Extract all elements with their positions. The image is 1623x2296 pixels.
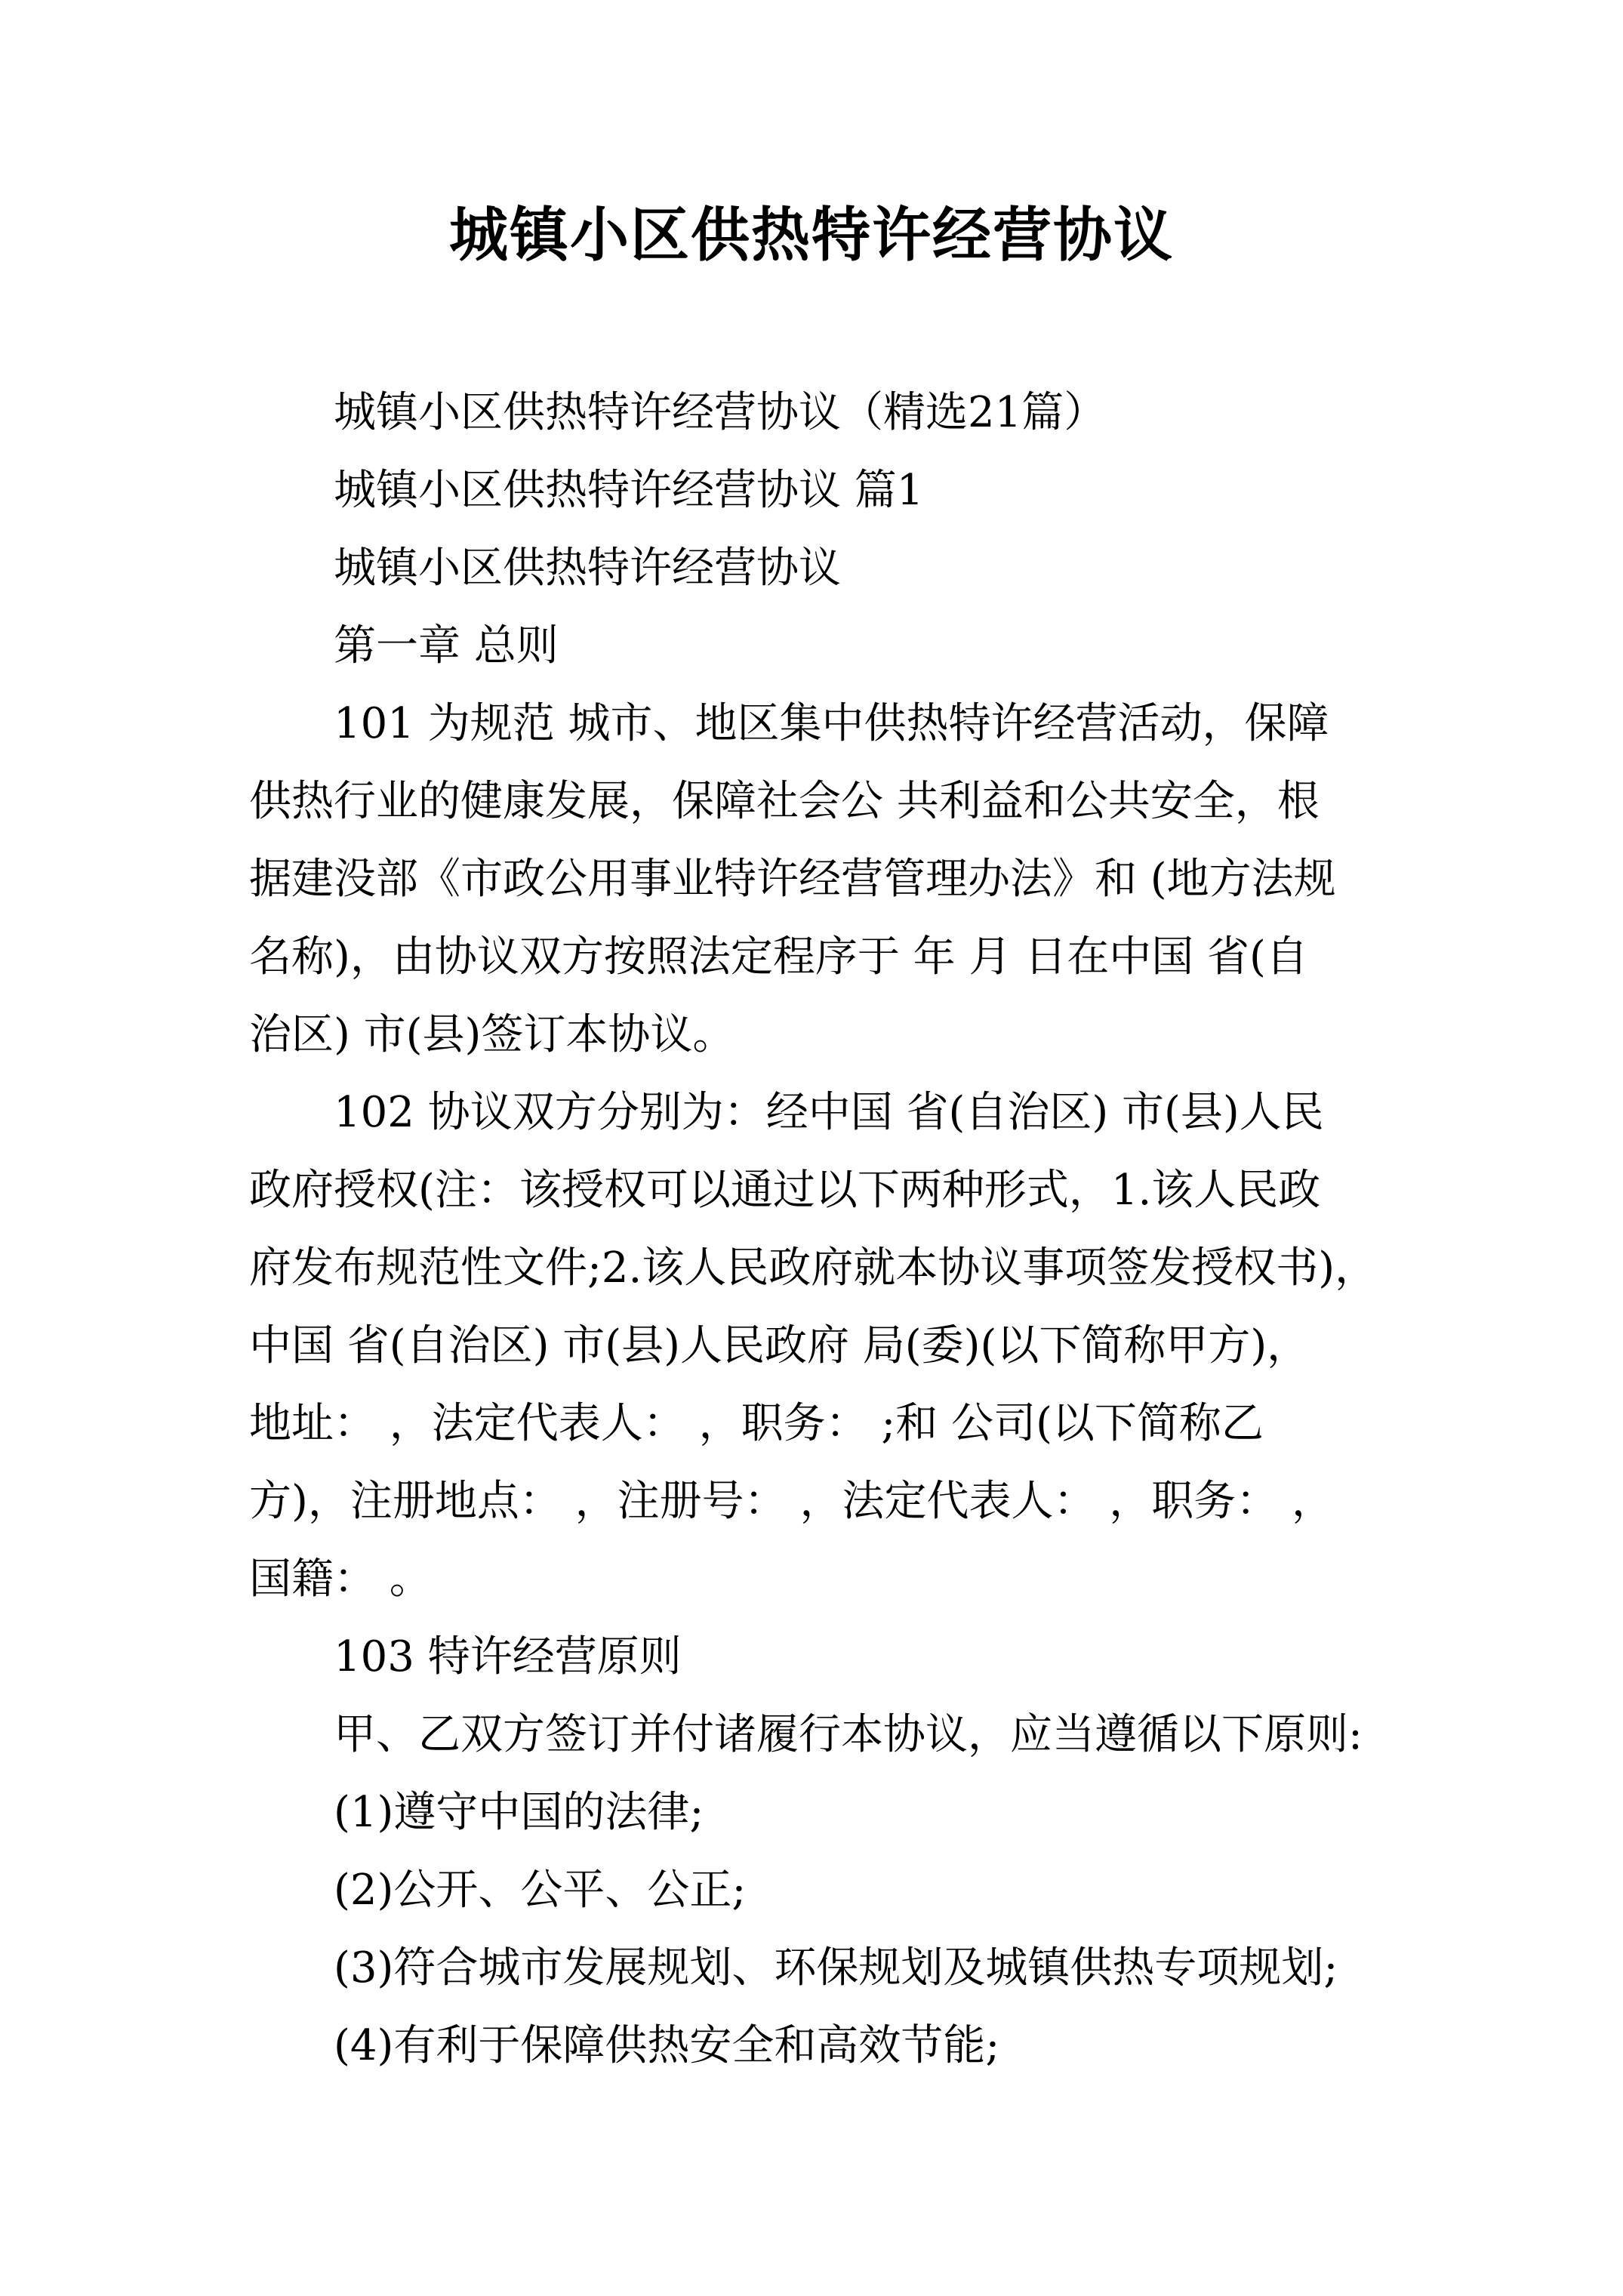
list-item: (4)有利于保障供热安全和高效节能; [334, 2021, 1000, 2070]
paragraph-line: 国籍： 。 [249, 1555, 432, 1604]
list-item: (3)符合城市发展规划、环保规划及城镇供热专项规划; [334, 1943, 1338, 1992]
paragraph-line: 府发布规范性文件;2.该人民政府就本协议事项签发授权书)， [249, 1244, 1378, 1293]
paragraph-line: 政府授权(注：该授权可以通过以下两种形式，1.该人民政 [249, 1166, 1321, 1215]
document-title: 城镇小区供热特许经营协议 [448, 201, 1174, 270]
paragraph-line: 据建没部《市政公用事业特许经营管理办法》和 (地方法规 [249, 855, 1336, 904]
list-item: (2)公开、公平、公正; [334, 1866, 747, 1915]
section-heading: 103 特许经营原则 [334, 1632, 682, 1681]
paragraph-line: 方)，注册地点： ，注册号： ，法定代表人： ，职务： ， [249, 1477, 1335, 1526]
chapter-heading: 第一章 总则 [334, 621, 559, 670]
list-item: (1)遵守中国的法律; [334, 1788, 704, 1837]
paragraph-line: 101 为规范 城市、地区集中供热特许经营活动，保障 [334, 699, 1329, 748]
paragraph-line: 地址： ，法定代表人： ，职务： ;和 公司(以下简称乙 [249, 1399, 1264, 1448]
paragraph-line: 中国 省(自治区) 市(县)人民政府 局(委)(以下简称甲方)， [249, 1321, 1310, 1370]
paragraph-line: 名称)，由协议双方按照法定程序于 年 月 日在中国 省(自 [249, 932, 1308, 982]
paragraph-line: 102 协议双方分别为：经中国 省(自治区) 市(县)人民 [334, 1088, 1324, 1137]
paragraph-line: 供热行业的健康发展，保障社会公 共利益和公共安全，根 [249, 777, 1320, 826]
paragraph-line: 甲、乙双方签订并付诸履行本协议，应当遵循以下原则: [334, 1710, 1363, 1759]
article-heading: 城镇小区供热特许经营协议 篇1 [334, 466, 924, 515]
document-body [249, 374, 1381, 2085]
agreement-heading: 城镇小区供热特许经营协议 [334, 544, 841, 593]
paragraph-line: 治区) 市(县)签订本协议。 [249, 1010, 735, 1059]
collection-heading: 城镇小区供热特许经营协议（精选21篇） [334, 388, 1107, 437]
